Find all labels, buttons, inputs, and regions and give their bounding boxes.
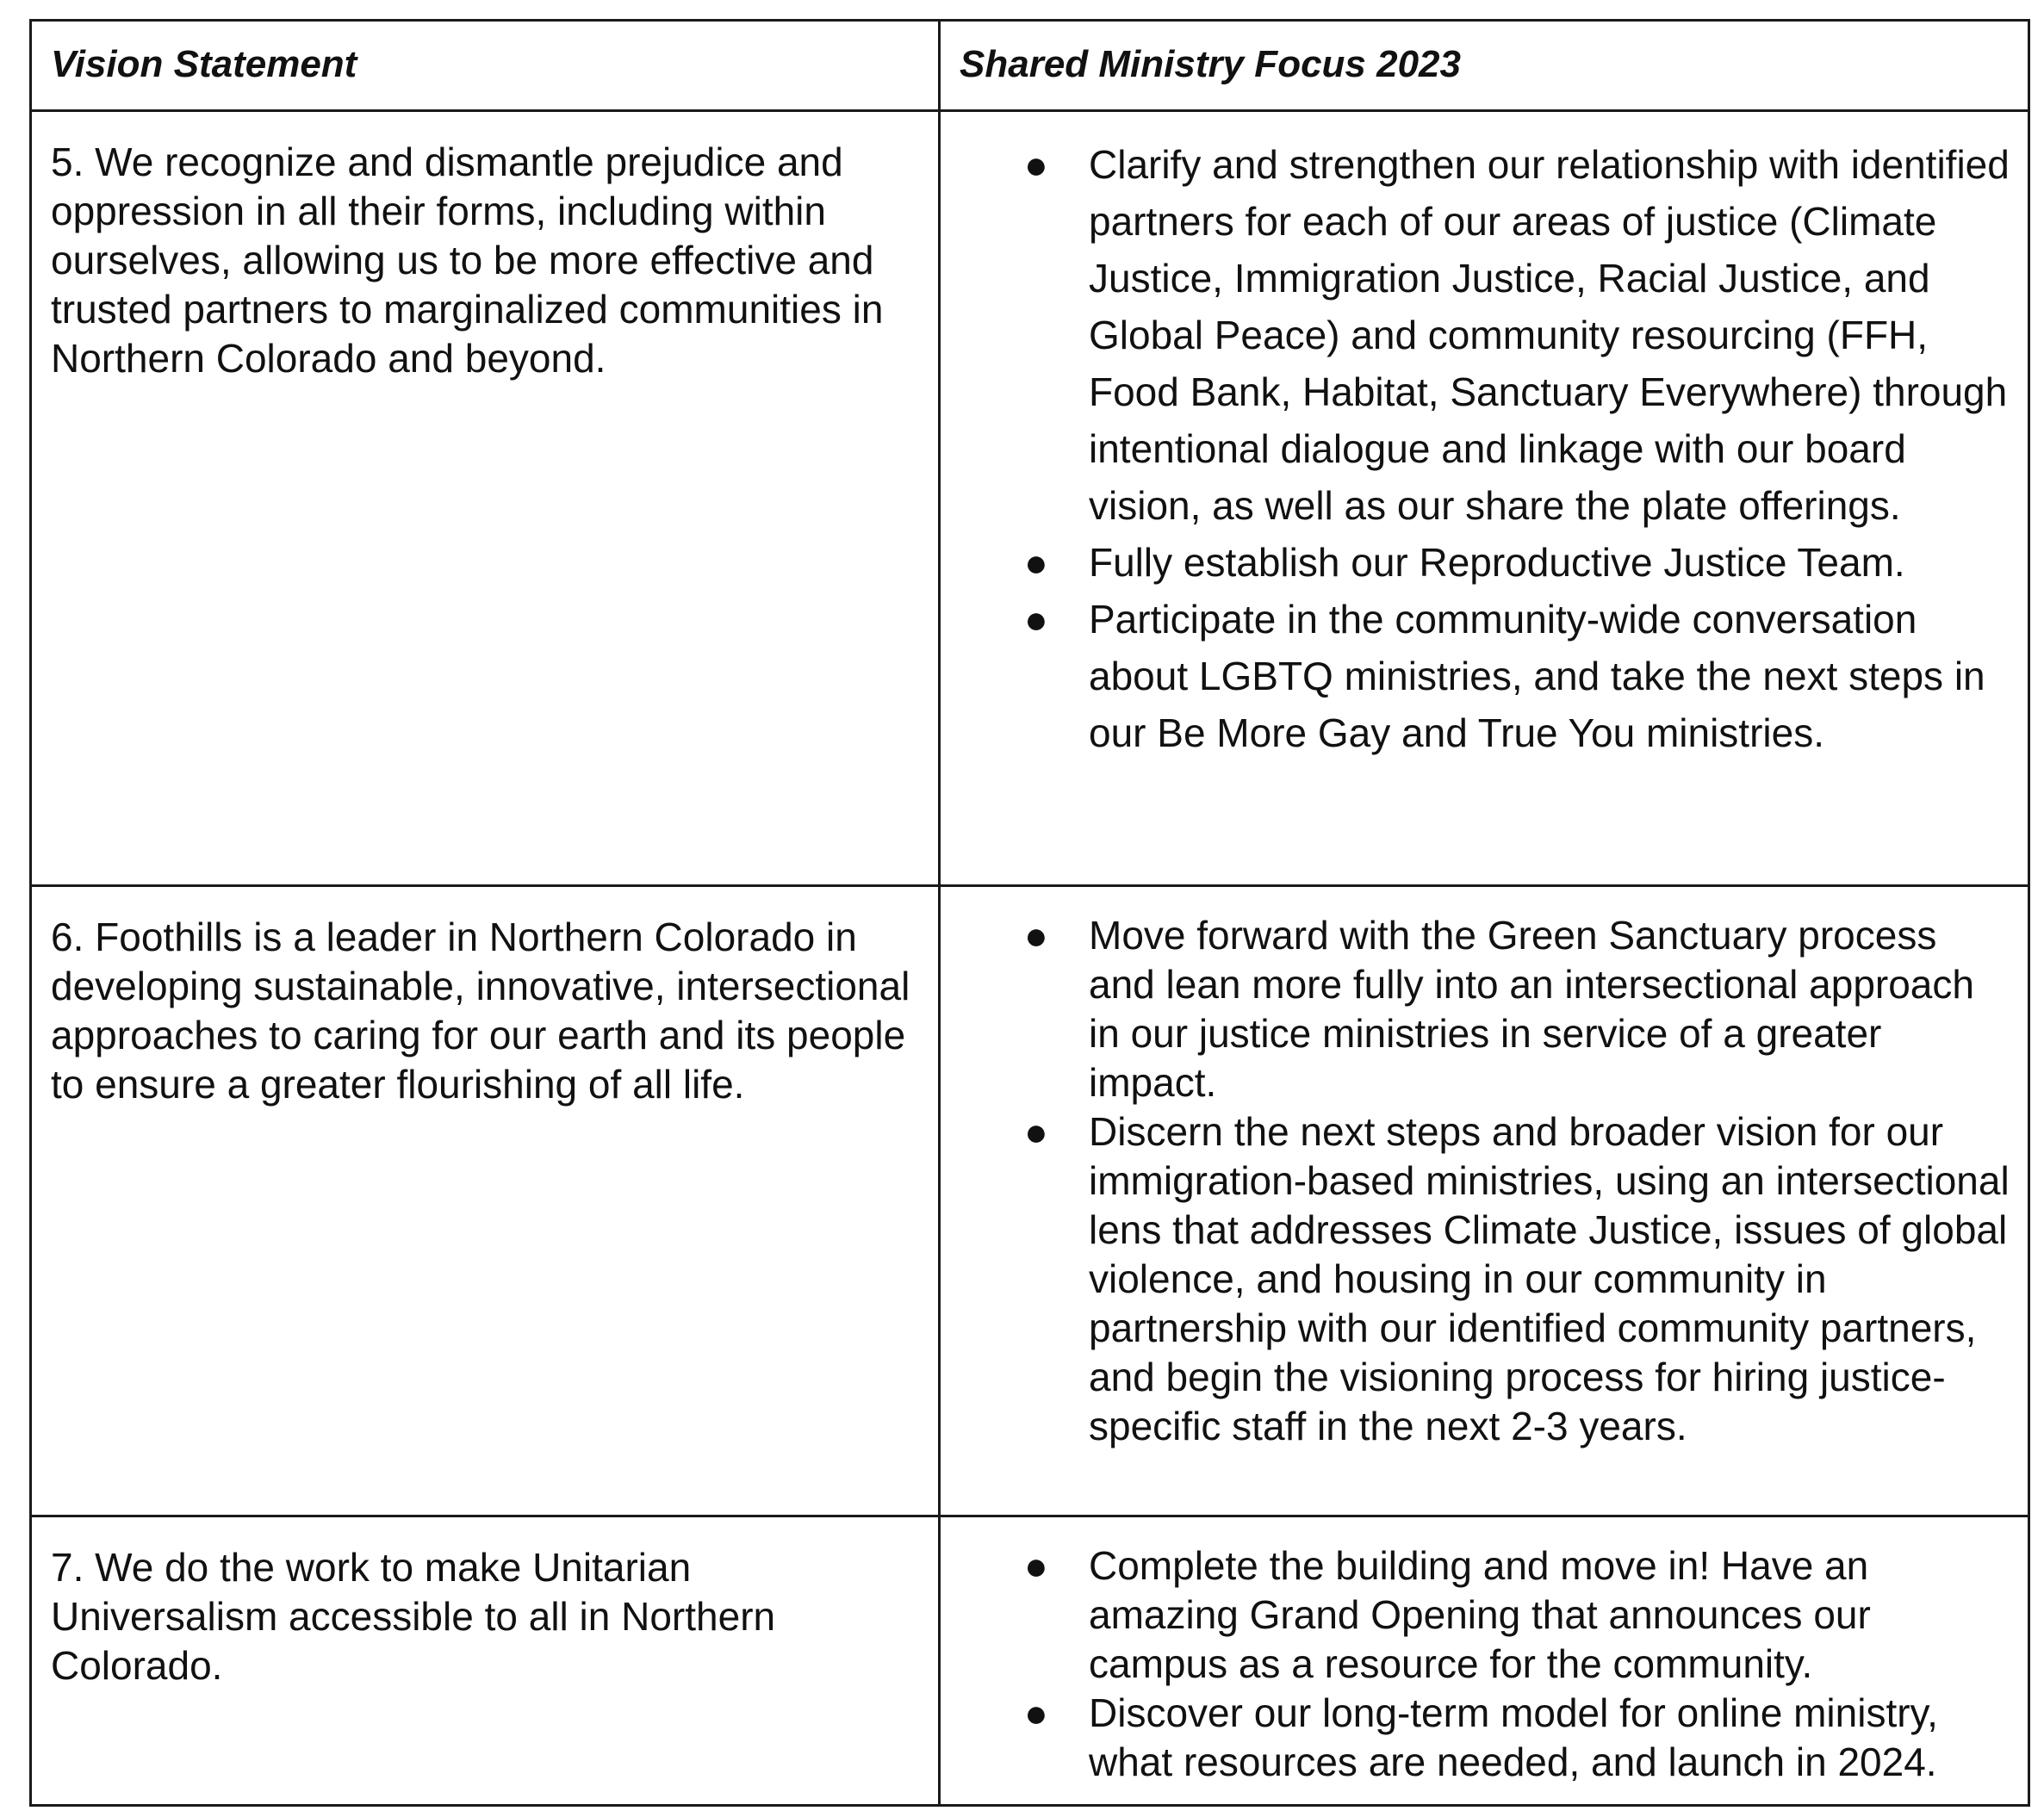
header-vision-statement: Vision Statement [51,43,357,85]
vision-statement-7: 7. We do the work to make Unitarian Universalism accessible to all in Northern Colorado. [51,1545,776,1688]
bullet-icon: ● [1024,1109,1048,1154]
table-row [31,1516,2029,1806]
vision-statement-5: 5. We recognize and dismantle prejudice and oppression in all their forms, including within ourselves, allowing us to be more effective and trusted partners to marginalized communities in Northern Colorado and beyond. [51,140,884,381]
vision-statement-6: 6. Foothills is a leader in Northern Colorado in developing sustainable, innovative, intersectional approaches to caring for our earth and its people to ensure a greater flourishing of all life. [51,915,910,1107]
table-row [31,886,2029,1516]
focus-item-text: Clarify and strengthen our relationship with identified partners for each of our areas of justice (Climate Justice, Immigration Justice, Racial Justice, and Global Peace) and community resourcing (FFH, Food Bank, Habitat, Sanctuary Everywhere) through intentional dialogue and linkage with our board vision, as well as our share the plate offerings. [1089,142,2010,528]
bullet-icon: ● [1024,913,1048,958]
vision-cell [31,1516,940,1806]
focus-item-text: Complete the building and move in! Have an amazing Grand Opening that announces our campus as a resource for the community. [1089,1543,1871,1686]
focus-cell [940,886,2029,1516]
focus-list-item [941,1689,2010,1787]
focus-item-text: Participate in the community-wide conversation about LGBTQ ministries, and take the next steps in our Be More Gay and True You ministries. [1089,597,1985,755]
header-cell-focus [940,21,2029,111]
focus-item-text: Discern the next steps and broader vision for our immigration-based ministries, using an intersectional lens that addresses Climate Justice, issues of global violence, and housing in our community in partnership with our identified community partners, and begin the visioning process for hiring justice-specific staff in the next 2-3 years. [1089,1109,2010,1448]
focus-item-text: Move forward with the Green Sanctuary process and lean more fully into an intersectional approach in our justice ministries in service of a greater impact. [1089,913,1974,1105]
focus-list-item [941,1107,2010,1451]
header-shared-ministry-focus: Shared Ministry Focus 2023 [960,43,1461,85]
bullet-icon: ● [1024,540,1048,585]
focus-list-item [941,1541,2010,1689]
focus-list [941,887,2028,1468]
focus-list-item [941,911,2010,1107]
focus-list-item [941,136,2010,534]
focus-list-item [941,534,2010,591]
focus-cell [940,1516,2029,1806]
vision-cell [31,111,940,886]
focus-cell [940,111,2029,886]
vision-cell [31,886,940,1516]
bullet-icon: ● [1024,597,1048,642]
focus-list-item [941,591,2010,761]
focus-item-text: Discover our long-term model for online ministry, what resources are needed, and launch in 2024. [1089,1690,1938,1784]
focus-list [941,112,2028,778]
focus-list [941,1517,2028,1804]
table-row [31,111,2029,886]
table-header-row [31,21,2029,111]
focus-item-text: Fully establish our Reproductive Justice Team. [1089,540,1905,585]
bullet-icon: ● [1024,142,1048,187]
bullet-icon: ● [1024,1543,1048,1588]
vision-ministry-table [29,19,2030,1807]
bullet-icon: ● [1024,1690,1048,1735]
header-cell-vision [31,21,940,111]
